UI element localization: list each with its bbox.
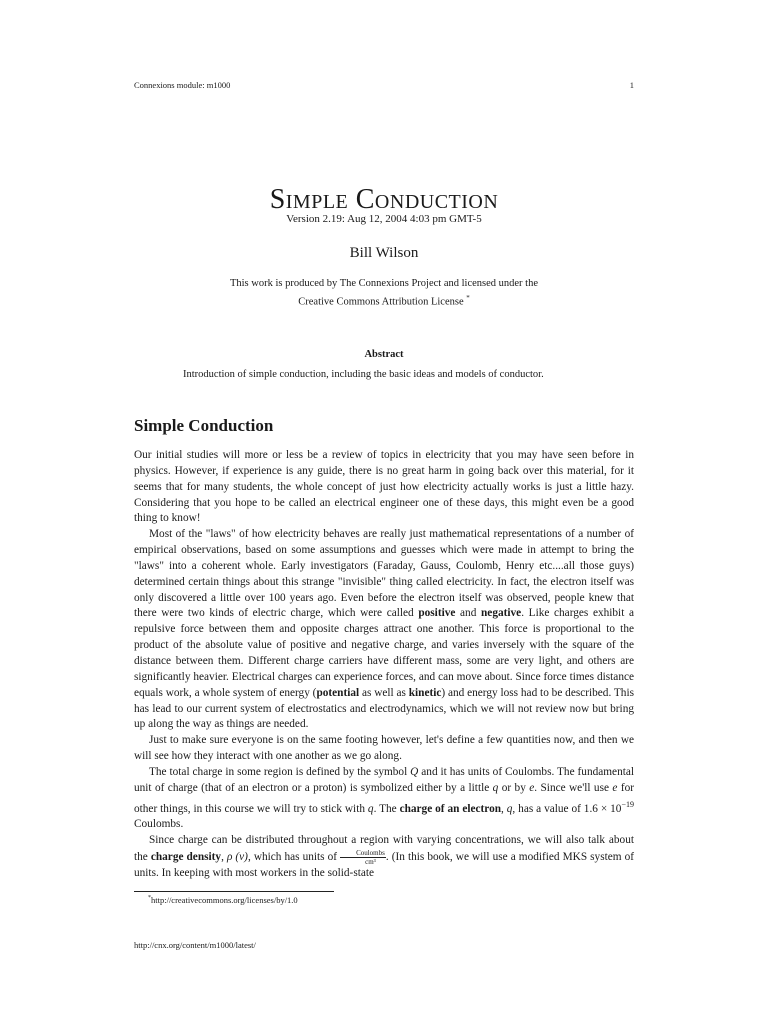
text-run: as well as	[359, 686, 409, 699]
text-run: for other things, in this course we will try to stick with	[134, 781, 635, 815]
footnote-marker: *	[466, 294, 470, 302]
term-potential: potential	[316, 686, 360, 699]
term-charge-density: charge density	[150, 850, 222, 863]
text-run: . Since we'll use	[534, 781, 613, 794]
symbol-q: q	[506, 802, 513, 815]
text-run: . Like charges exhibit a repulsive force between them and opposite charges attract one another. This force is proportional to the product of the absolute value of positive and negative charge, and varies inversely with the square of the distance between them. Different charge carriers have different mass, some are very light, and others are significantly heavier. Electrical charges can experience forces, and can move about. Since force times distance equals work, a whole system of energy (	[134, 607, 634, 699]
footnote-marker: *	[148, 895, 151, 902]
footer-url[interactable]: http://cnx.org/content/m1000/latest/	[134, 940, 256, 950]
page-number: 1	[629, 80, 634, 90]
license-line-2	[0, 291, 768, 310]
version-line: Version 2.19: Aug 12, 2004 4:03 pm GMT-5	[286, 213, 482, 225]
footnote-rule	[134, 891, 334, 892]
symbol-e: e	[529, 781, 535, 794]
text-run: . The	[373, 802, 400, 815]
abstract-heading: Abstract	[364, 349, 404, 360]
license-line-1: This work is produced by The Connexions Project and licensed under the	[229, 278, 539, 289]
symbol-q: q	[492, 781, 499, 794]
paragraph-5	[134, 833, 634, 882]
running-header	[134, 80, 634, 90]
license-notice	[0, 276, 768, 310]
document-title: Simple Conduction	[269, 184, 499, 215]
text-run: Coulombs.	[134, 818, 184, 831]
abstract-text: Introduction of simple conduction, including the basic ideas and models of conductor.	[183, 369, 544, 380]
text-run: and it has units of Coulombs. The fundamental unit of charge (that of an electron or a proton) is symbolized either by a little	[134, 765, 635, 794]
text-run: Most of the "laws" of how electricity behaves are really just mathematical representations of a number of empirical observations, based on some assumptions and guesses which were made in attempt to bring the "laws" into a coherent whole. Early investigators (Faraday, Gauss, Coulomb, Henry etc....all those guys) determined certain things about this strange "invisible" thing called electricity. In fact, the electron itself was only discovered a little over 100 years ago. Even before the electron itself was observed, people knew that there were two kinds of electric charge, which were called	[134, 528, 634, 620]
text-run: . (In this book, we will use a modified MKS system of units. In keeping with most workers in the solid-state	[134, 850, 634, 879]
license-name: Creative Commons Attribution License	[298, 296, 464, 308]
text-run: ,	[221, 850, 227, 863]
fraction-numerator: Coulombs	[340, 849, 386, 858]
paragraph-1: Our initial studies will more or less be a review of topics in electricity that you may have seen before in physics. However, if experience is any guide, there is no great harm in going back over this material, for it seems that for many students, the whole concept of just how electricity actually works is just a little hazy. Considering that you hope to be called an electrical engineer one of these days, this might even be a good thing to know!	[134, 449, 634, 525]
symbol-q: q	[367, 802, 374, 815]
footnote	[148, 895, 298, 905]
module-label: Connexions module: m1000	[134, 80, 231, 90]
text-run: Since charge can be distributed throughout a region with varying concentrations, we will also talk about the	[134, 834, 634, 863]
units-fraction	[340, 849, 386, 866]
fraction-denominator: cm³	[365, 857, 376, 866]
symbol-e: e	[612, 781, 618, 794]
paragraph-4	[134, 765, 634, 833]
text-run: , which has units of	[247, 850, 341, 863]
text-run: and	[455, 607, 482, 620]
term-charge-of-electron: charge of an electron	[399, 802, 502, 815]
paragraph-3: Just to make sure everyone is on the same footing however, let's define a few quantities now, and then we will see how they interact with one another as we go along.	[134, 734, 634, 763]
section-heading: Simple Conduction	[134, 416, 274, 435]
symbol-Q: Q	[410, 765, 419, 778]
symbol-rho: ρ (ν)	[226, 850, 248, 863]
text-run: ,	[501, 802, 507, 815]
body-text	[134, 448, 634, 882]
term-negative: negative	[481, 607, 522, 620]
text-run: , has a value of 1.6 × 10	[512, 802, 622, 815]
exponent: −19	[621, 799, 634, 809]
paragraph-2	[134, 527, 634, 733]
author-name: Bill Wilson	[349, 245, 419, 261]
footnote-link[interactable]: http://creativecommons.org/licenses/by/1.0	[151, 895, 298, 905]
term-kinetic: kinetic	[408, 686, 442, 699]
text-run: The total charge in some region is defined by the symbol	[149, 765, 411, 778]
text-run: or by	[498, 781, 530, 794]
term-positive: positive	[418, 607, 456, 620]
text-run: ) and energy loss had to be described. This has lead to our current system of electrostatics and electrodynamics, which we will not review now but bring up along the way as things are needed.	[134, 686, 634, 731]
